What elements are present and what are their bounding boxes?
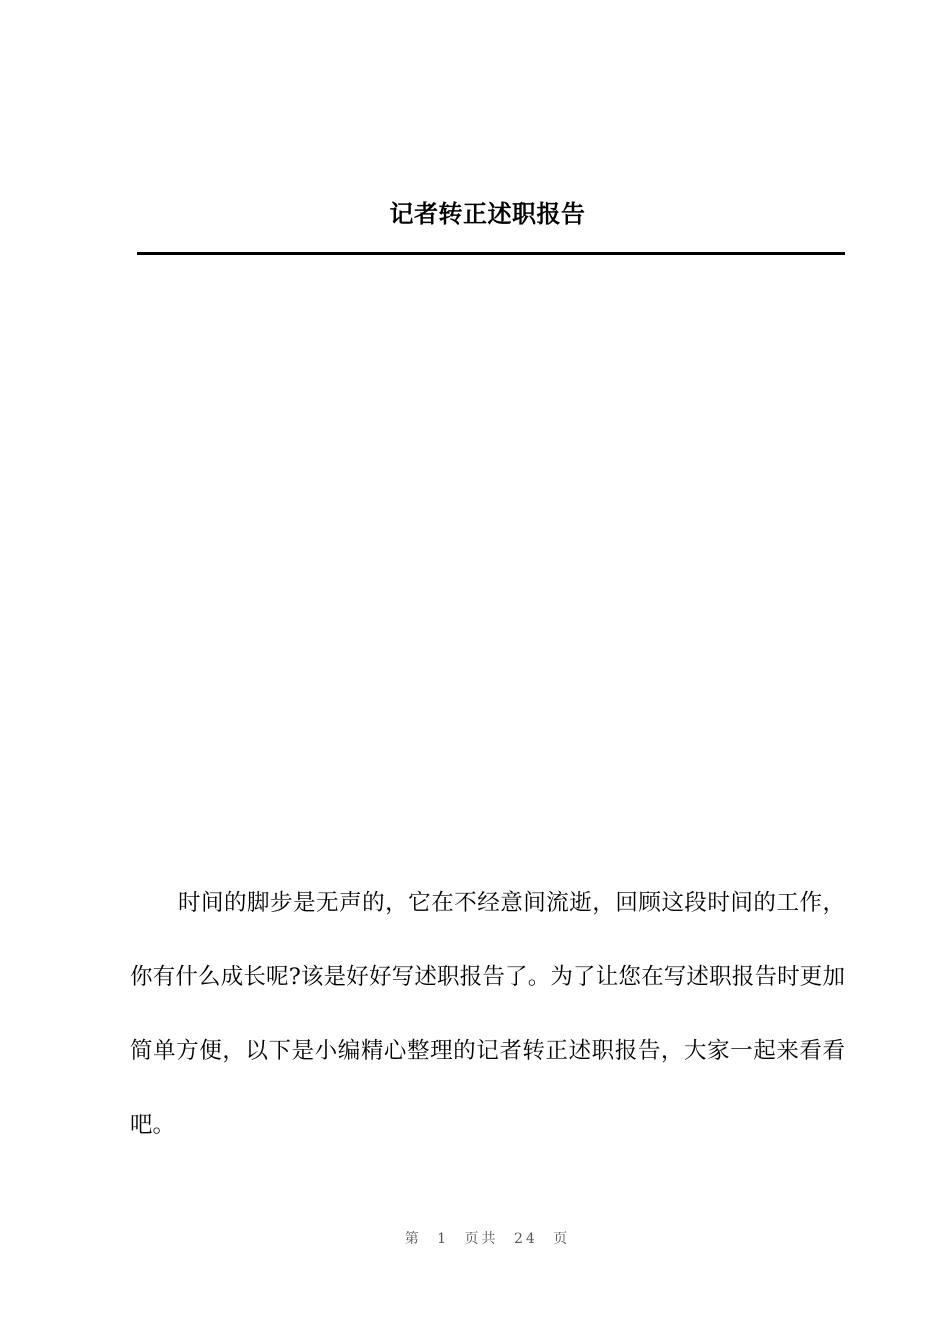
title-divider [137, 252, 845, 255]
footer-page-number: 1 [437, 1231, 450, 1247]
page-footer [0, 1228, 950, 1248]
document-title: 记者转正述职报告 [389, 200, 586, 228]
footer-suffix: 页 [553, 1231, 571, 1247]
intro-paragraph: 时间的脚步是无声的，它在不经意间流逝，回顾这段时间的工作，你有什么成长呢?该是好好写述职报告了。为了让您在写述职报告时更加简单方便，以下是小编精心整理的记者转正述职报告，大家一起来看看吧。 [130, 890, 845, 1138]
footer-middle: 页共 [464, 1231, 499, 1247]
footer-prefix: 第 [404, 1231, 422, 1247]
footer-total-pages: 24 [514, 1231, 538, 1247]
